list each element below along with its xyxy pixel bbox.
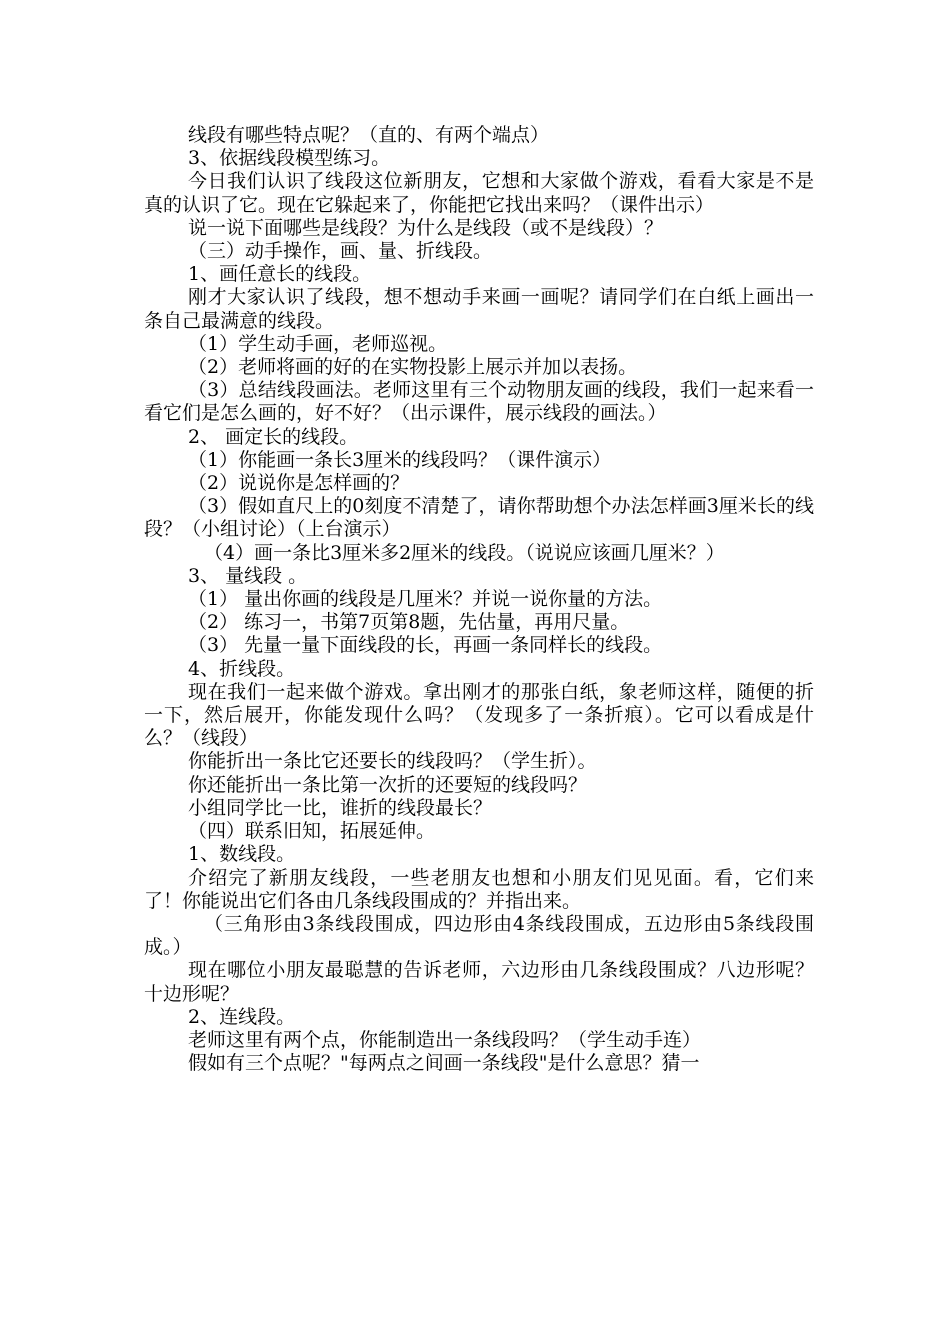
document-body <box>144 124 814 1075</box>
paragraph: 老师这里有两个点，你能制造出一条线段吗？（学生动手连） <box>188 1028 702 1051</box>
subheading: 3、 量线段 。 <box>188 564 308 587</box>
paragraph: 你还能折出一条比第一次折的还要短的线段吗？ <box>188 773 588 796</box>
section-heading: （四）联系旧知，拓展延伸。 <box>188 820 436 843</box>
paragraph: 今日我们认识了线段这位新朋友，它想和大家做个游戏，看看大家是不是真的认识了它。现在它躲起来了，你能把它找出来吗？（课件出示） <box>144 170 814 216</box>
list-item: （3）总结线段画法。老师这里有三个动物朋友画的线段，我们一起来看一看它们是怎么画的，好不好？（出示课件，展示线段的画法。） <box>144 379 814 425</box>
paragraph: 小组同学比一比，谁折的线段最长？ <box>188 796 493 819</box>
paragraph: 你能折出一条比它还要长的线段吗？（学生折）。 <box>188 750 597 773</box>
list-item: （2）说说你是怎样画的？ <box>188 472 410 495</box>
list-item: （1）你能画一条长3厘米的线段吗？（课件演示） <box>188 448 612 471</box>
paragraph: （三角形由3条线段围成，四边形由4条线段围成，五边形由5条线段围成。） <box>144 912 814 959</box>
list-item: （2） 练习一，书第7页第8题，先估量，再用尺量。 <box>188 611 630 634</box>
list-item: （3） 先量一量下面线段的长，再画一条同样长的线段。 <box>188 634 663 657</box>
paragraph: 现在哪位小朋友最聪慧的告诉老师，六边形由几条线段围成？八边形呢？十边形呢？ <box>144 959 814 1005</box>
list-item: （3）假如直尺上的0刻度不清楚了，请你帮助想个办法怎样画3厘米长的线段？（小组讨论）（上台演示） <box>144 495 814 541</box>
subheading: 4、折线段。 <box>188 657 296 680</box>
paragraph: 说一说下面哪些是线段？为什么是线段（或不是线段）？ <box>188 216 664 239</box>
paragraph: 现在我们一起来做个游戏。拿出刚才的那张白纸，象老师这样，随便的折一下，然后展开，你能发现什么吗？（发现多了一条折痕）。它可以看成是什么？（线段） <box>144 680 814 750</box>
subheading: 2、 画定长的线段。 <box>188 425 359 448</box>
paragraph: 3、依据线段模型练习。 <box>188 147 391 170</box>
list-item: （1）学生动手画，老师巡视。 <box>188 332 448 355</box>
paragraph: 假如有三个点呢？"每两点之间画一条线段"是什么意思？猜一 <box>188 1052 700 1075</box>
list-item: （2）老师将画的好的在实物投影上展示并加以表扬。 <box>188 356 638 379</box>
subheading: 1、画任意长的线段。 <box>188 263 372 286</box>
subheading: 1、数线段。 <box>188 843 296 866</box>
paragraph: 线段有哪些特点呢？（直的、有两个端点） <box>188 124 550 146</box>
section-heading: （三）动手操作，画、量、折线段。 <box>188 240 493 263</box>
subheading: 2、连线段。 <box>188 1005 296 1028</box>
list-item: （4）画一条比3厘米多2厘米的线段。（说说应该画几厘米？） <box>204 541 725 564</box>
list-item: （1） 量出你画的线段是几厘米？并说一说你量的方法。 <box>188 588 663 611</box>
paragraph: 刚才大家认识了线段，想不想动手来画一画呢？请同学们在白纸上画出一条自己最满意的线段。 <box>144 286 814 332</box>
paragraph: 介绍完了新朋友线段，一些老朋友也想和小朋友们见见面。看，它们来了！你能说出它们各由几条线段围成的？并指出来。 <box>144 866 814 912</box>
